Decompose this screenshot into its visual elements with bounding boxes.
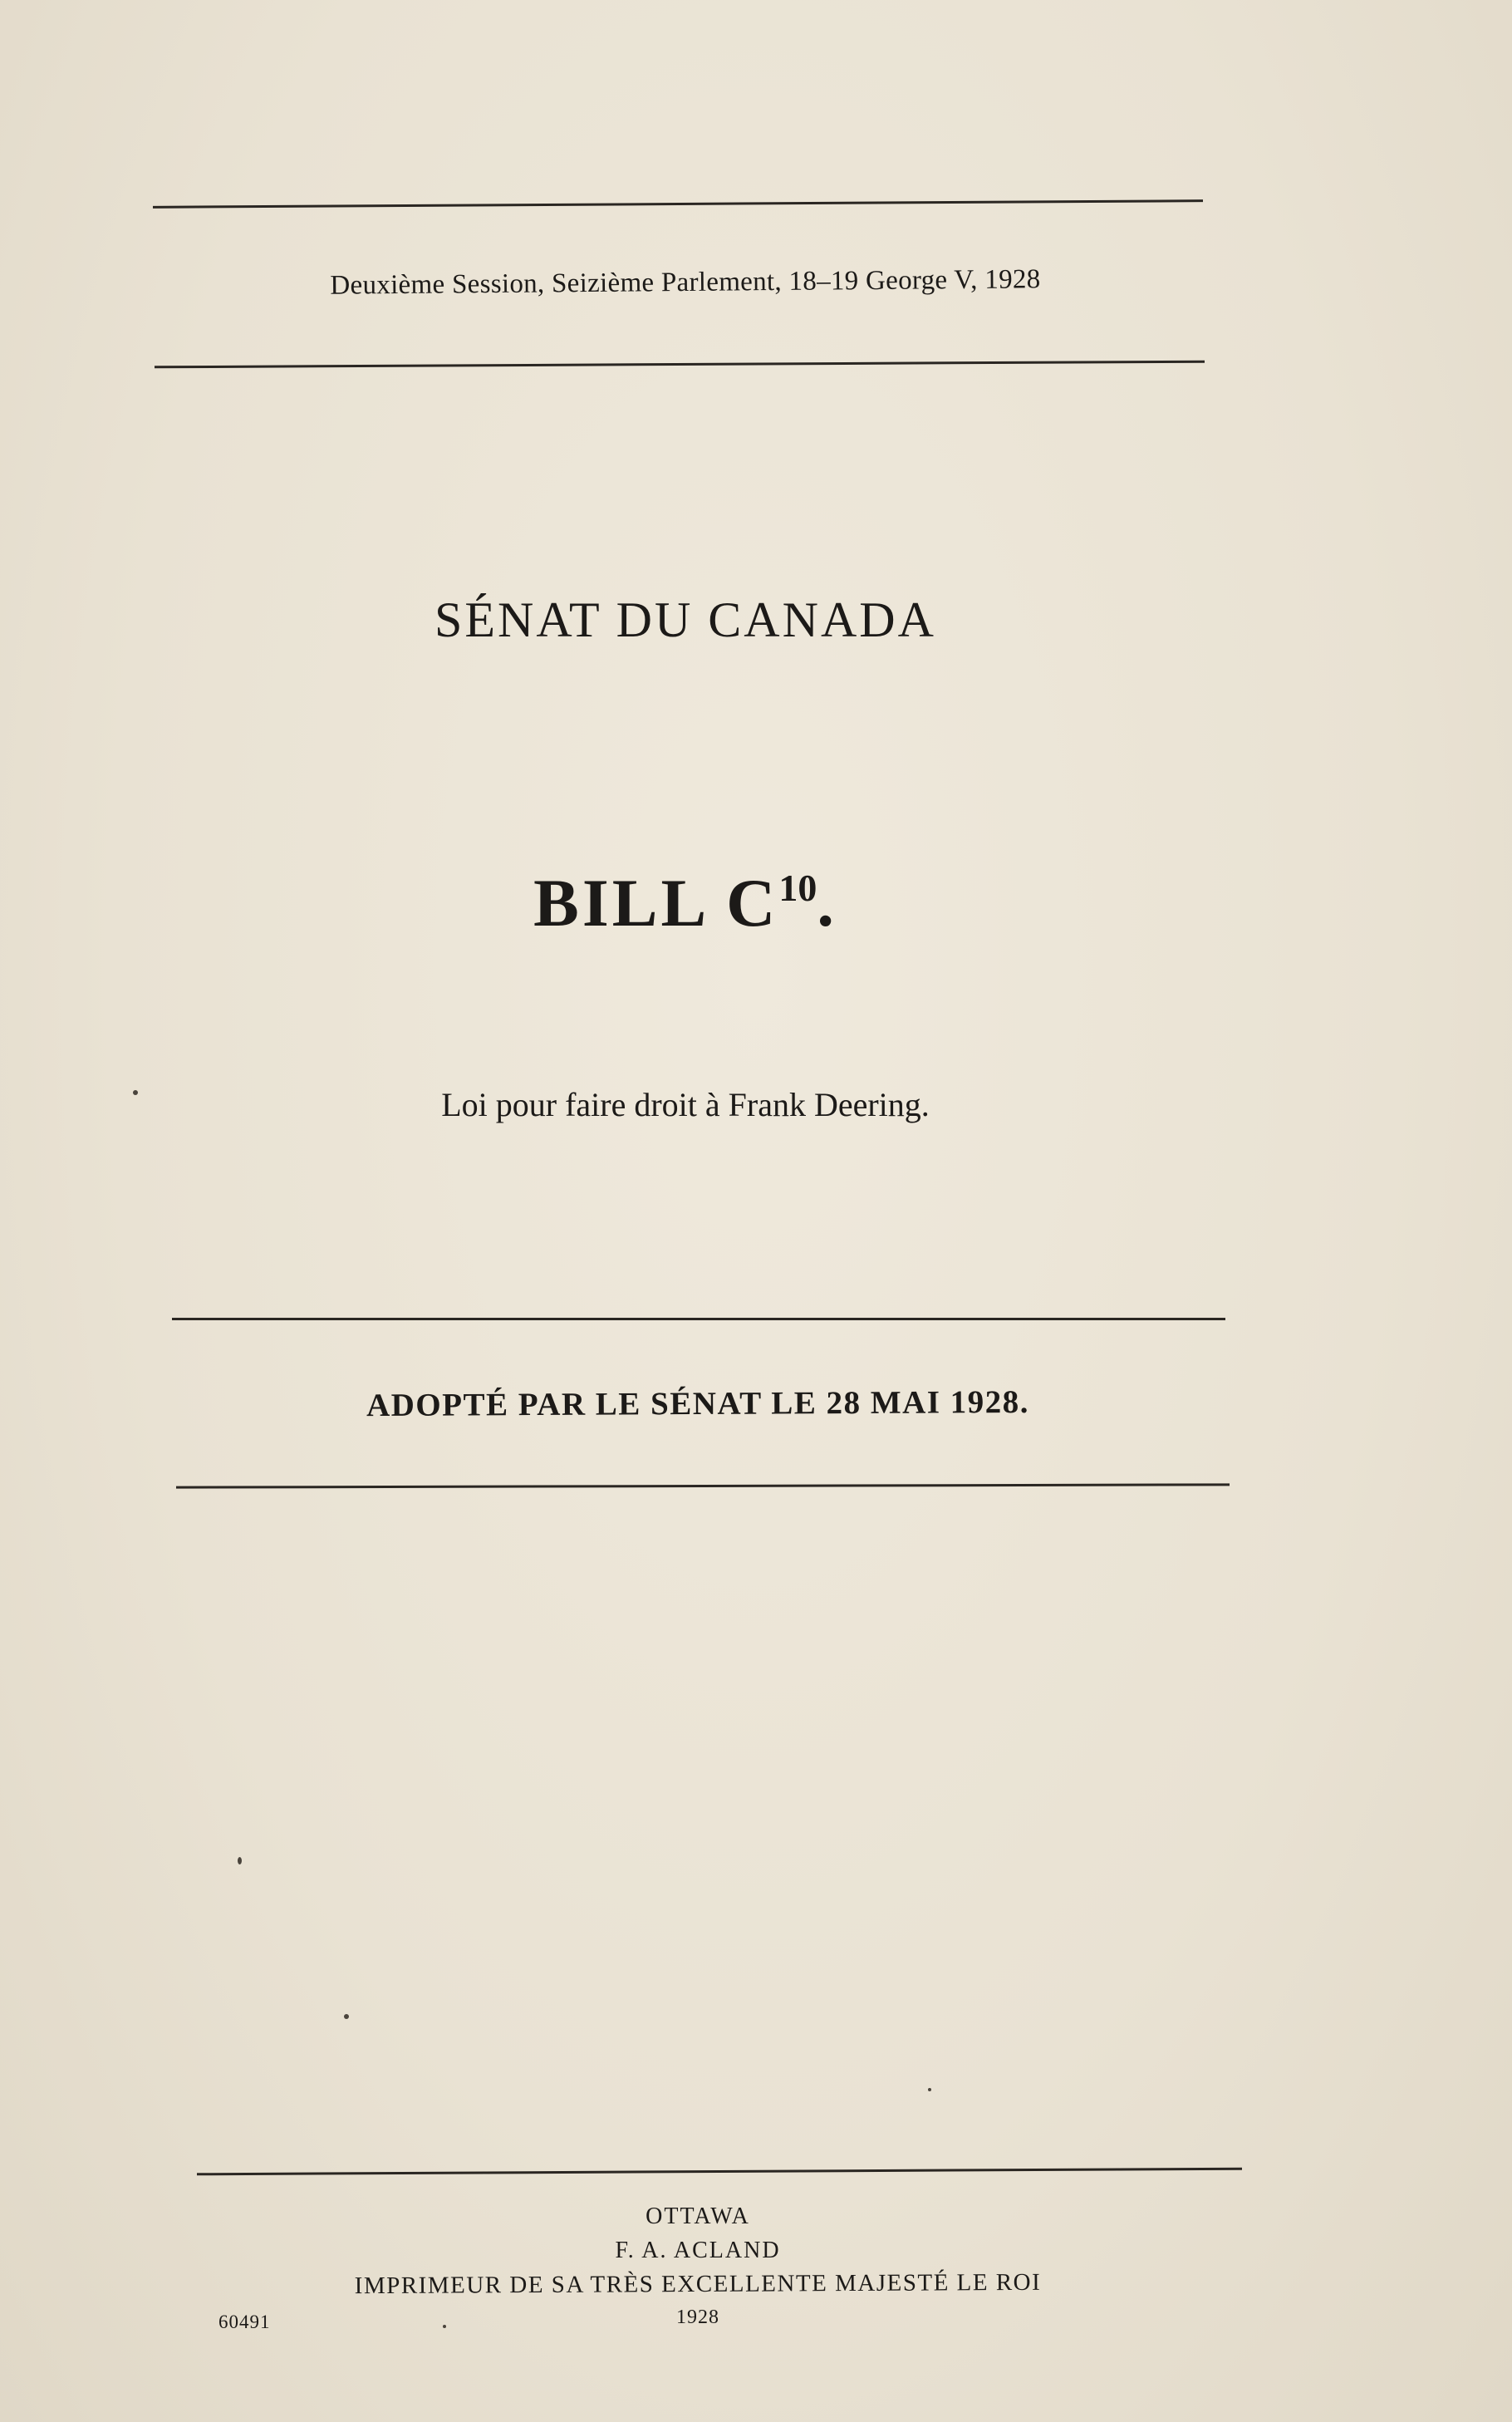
imprint-rule [197, 2168, 1242, 2176]
session-line: Deuxième Session, Seizième Parlement, 18–19 George V, 1928 [330, 264, 1041, 301]
bill-superscript: 10 [778, 867, 817, 909]
show-through-shadow [407, 465, 422, 521]
session-bottom-rule [155, 361, 1205, 369]
imprint-year: 1928 [676, 2307, 719, 2328]
passage-top-rule [172, 1318, 1225, 1320]
bill-short-title: Loi pour faire droit à Frank Deering. [441, 1086, 930, 1123]
paper-speck [238, 1857, 242, 1864]
imprint-printer-title: IMPRIMEUR DE SA TRÈS EXCELLENTE MAJESTÉ LE ROI [354, 2268, 1042, 2300]
passage-bottom-rule [176, 1483, 1230, 1488]
paper-speck [928, 2088, 931, 2091]
chamber-title: SÉNAT DU CANADA [434, 592, 936, 647]
bill-prefix: BILL C [533, 865, 779, 941]
paper-speck [133, 1090, 138, 1095]
passage-statement: ADOPTÉ PAR LE SÉNAT LE 28 MAI 1928. [366, 1383, 1030, 1424]
paper-speck [344, 2014, 349, 2019]
imprint-city: OTTAWA [646, 2203, 750, 2229]
bill-number [0, 864, 1371, 942]
print-code: 60491 [218, 2311, 271, 2332]
bill-suffix: . [817, 865, 837, 941]
paper-speck [443, 2325, 446, 2328]
top-rule [153, 199, 1203, 209]
imprint-printer: F. A. ACLAND [615, 2238, 781, 2263]
